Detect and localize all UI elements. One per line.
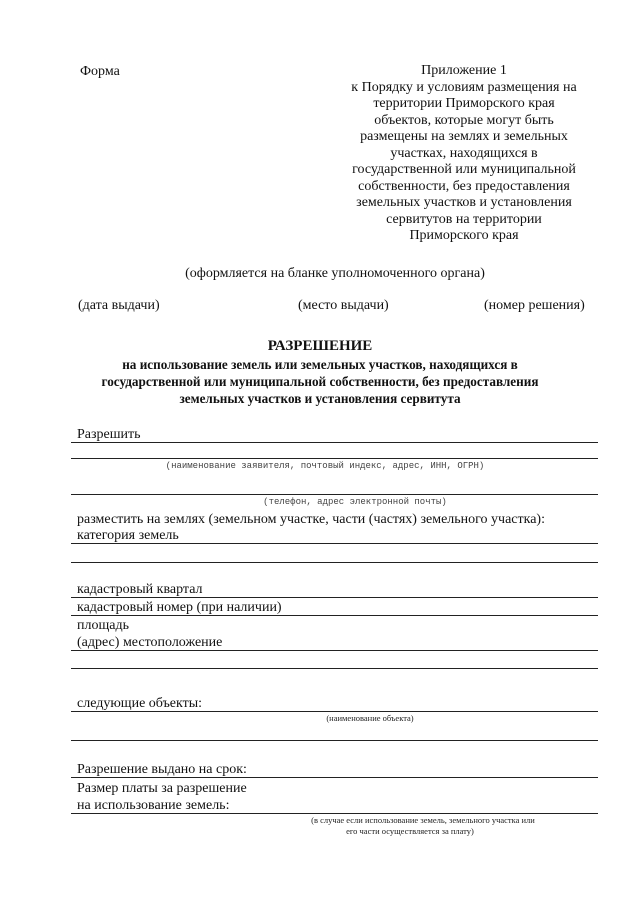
land-category-label: категория земель bbox=[77, 528, 179, 543]
appendix-line: участках, находящихся в bbox=[390, 145, 538, 161]
appendix-line: территории Приморского края bbox=[373, 96, 555, 111]
contact-line bbox=[71, 494, 598, 495]
fee-caption-cont: его части осуществляется за плату) bbox=[346, 826, 474, 836]
land-category-line bbox=[71, 543, 598, 544]
appendix-line: собственности, без предоставления bbox=[358, 178, 570, 194]
term-label: Разрешение выдано на срок: bbox=[77, 762, 247, 777]
area-label: площадь bbox=[77, 618, 129, 633]
document-subtitle-line: земельных участков и установления сервитута bbox=[179, 391, 461, 406]
appendix-line: государственной или муниципальной bbox=[352, 162, 576, 177]
cadastral-quarter-label: кадастровый квартал bbox=[77, 582, 203, 597]
document-title-block bbox=[60, 337, 580, 407]
place-on-label: разместить на землях (земельном участке, части (частях) земельного участка): bbox=[77, 512, 545, 527]
fee-label: Размер платы за разрешение bbox=[77, 781, 247, 796]
fee-caption: (в случае если использование земель, земельного участка или bbox=[311, 815, 535, 825]
cadastral-number-line bbox=[71, 615, 598, 616]
allow-line bbox=[71, 442, 598, 443]
appendix-block bbox=[340, 63, 588, 245]
object-caption: (наименование объекта) bbox=[326, 713, 414, 723]
objects-line bbox=[71, 711, 598, 712]
appendix-line: сервитутов на территории bbox=[386, 211, 542, 227]
appendix-line: к Порядку и условиям размещения на bbox=[351, 79, 577, 95]
location-label: (адрес) местоположение bbox=[77, 635, 223, 650]
land-category-extra-line bbox=[71, 562, 598, 563]
appendix-line: объектов, которые могут быть bbox=[374, 112, 554, 128]
blank-note: (оформляется на бланке уполномоченного органа) bbox=[185, 266, 485, 281]
location-line bbox=[71, 650, 598, 651]
appendix-line: Приморского края bbox=[409, 228, 519, 243]
issue-place-caption: (место выдачи) bbox=[298, 298, 389, 313]
document-subtitle-line: государственной или муниципальной собственности, без предоставления bbox=[101, 374, 539, 389]
cadastral-quarter-line bbox=[71, 597, 598, 598]
document-subtitle-line: на использование земель или земельных участков, находящихся в bbox=[122, 357, 518, 372]
term-line bbox=[71, 777, 598, 778]
fee-label-cont: на использование земель: bbox=[77, 798, 230, 813]
issue-date-caption: (дата выдачи) bbox=[78, 298, 160, 313]
allow-label: Разрешить bbox=[77, 427, 141, 442]
contact-caption: (телефон, адрес электронной почты) bbox=[263, 497, 447, 507]
document-title: РАЗРЕШЕНИЕ bbox=[267, 338, 373, 354]
objects-label: следующие объекты: bbox=[77, 696, 203, 711]
cadastral-number-label: кадастровый номер (при наличии) bbox=[77, 600, 282, 615]
objects-extra-line bbox=[71, 740, 598, 741]
fee-line bbox=[71, 813, 598, 814]
decision-number-caption: (номер решения) bbox=[484, 298, 585, 313]
location-extra-line bbox=[71, 668, 598, 669]
applicant-line bbox=[71, 458, 598, 459]
appendix-line: размещены на землях и земельных bbox=[360, 129, 568, 144]
applicant-caption: (наименование заявителя, почтовый индекс, адрес, ИНН, ОГРН) bbox=[165, 461, 485, 471]
appendix-line: Приложение 1 bbox=[421, 63, 507, 78]
appendix-line: земельных участков и установления bbox=[356, 195, 572, 210]
form-label: Форма bbox=[80, 64, 120, 79]
